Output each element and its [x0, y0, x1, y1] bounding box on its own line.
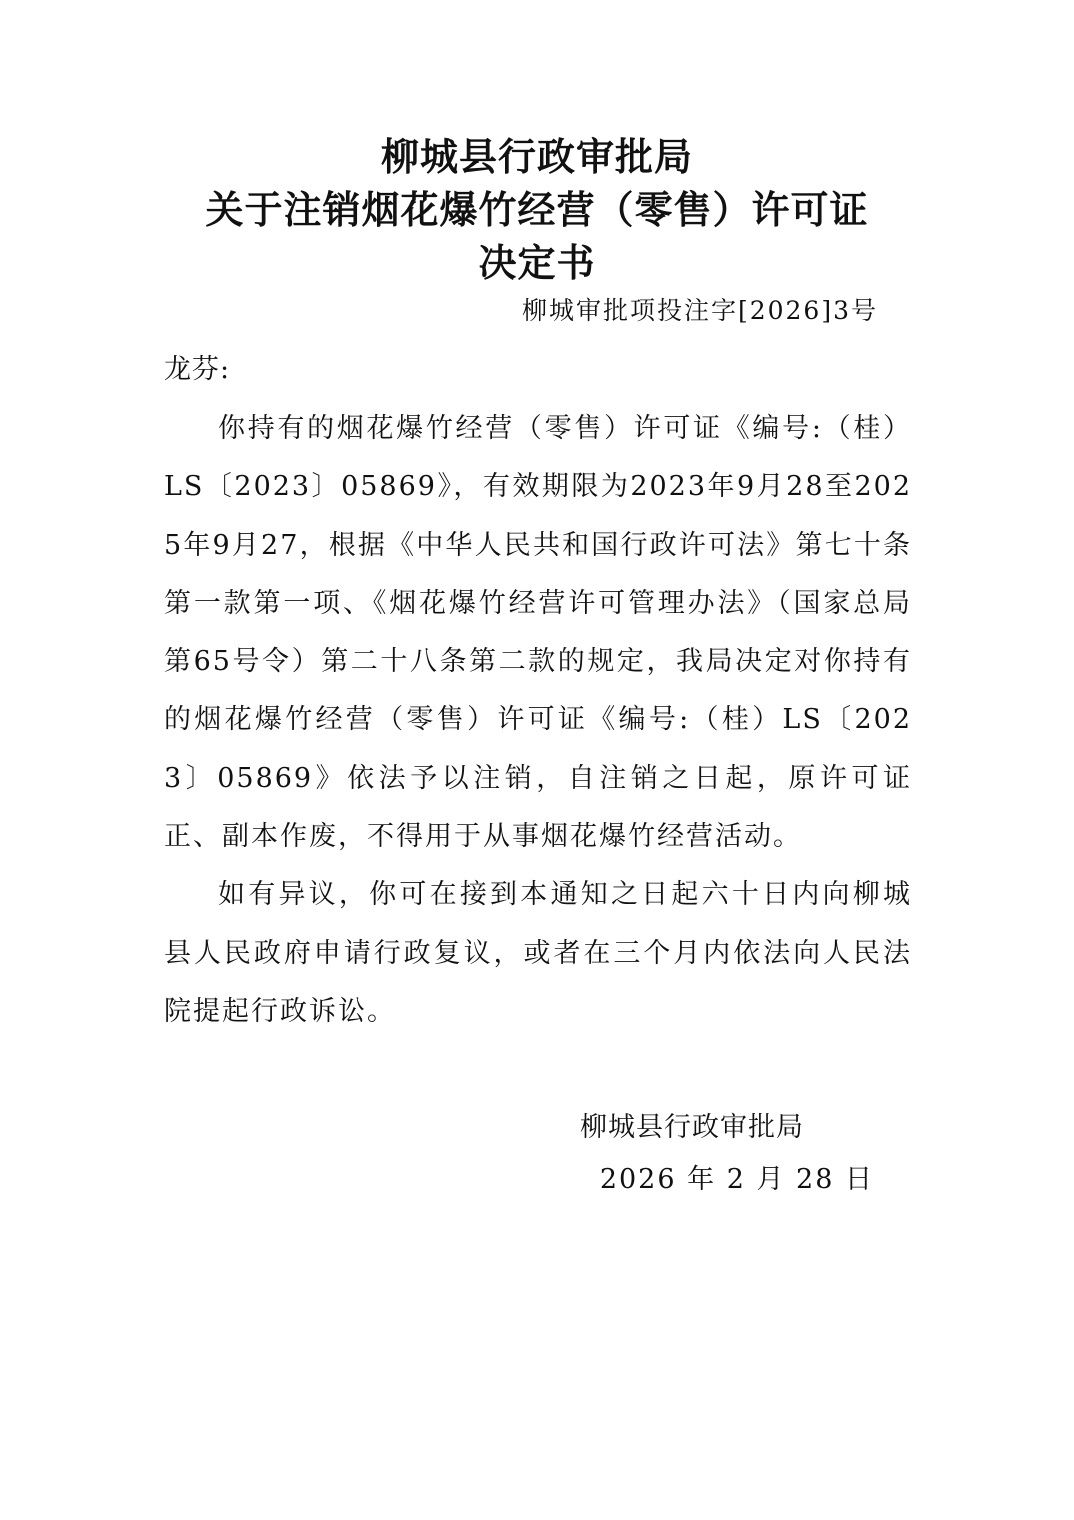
document-title: [0, 130, 1074, 289]
title-line-issuer: 柳城县行政审批局: [380, 134, 693, 179]
body-paragraph-appeal: 如有异议，你可在接到本通知之日起六十日内向柳城县人民政府申请行政复议，或者在三个月内依法向人民法院提起行政诉讼。: [164, 879, 912, 1027]
issue-date: 2026 年 2 月 28 日: [599, 1164, 874, 1195]
issuer-signature: 柳城县行政审批局: [580, 1112, 804, 1143]
title-line-subject: 关于注销烟花爆竹经营（零售）许可证: [205, 187, 869, 232]
body-paragraph-decision: 你持有的烟花爆竹经营（零售）许可证《编号:（桂）LS〔2023〕05869》，有效期限为2023年9月28至2025年9月27，根据《中华人民共和国行政许可法》第七十条第一款第一项、《烟花爆竹经营许可管理办法》（国家总局第65号令）第二十八条第二款的规定，我局决定对你持有的烟花爆竹经营（零售）许可证《编号:（桂）LS〔2023〕05869》依法予以注销，自注销之日起，原许可证正、副本作废，不得用于从事烟花爆竹经营活动。: [164, 413, 912, 853]
title-line-type: 决定书: [478, 240, 596, 285]
document-body: [164, 400, 912, 1041]
addressee: 龙芬:: [164, 354, 231, 385]
document-number: 柳城审批项投注字[2026]3号: [521, 296, 878, 325]
